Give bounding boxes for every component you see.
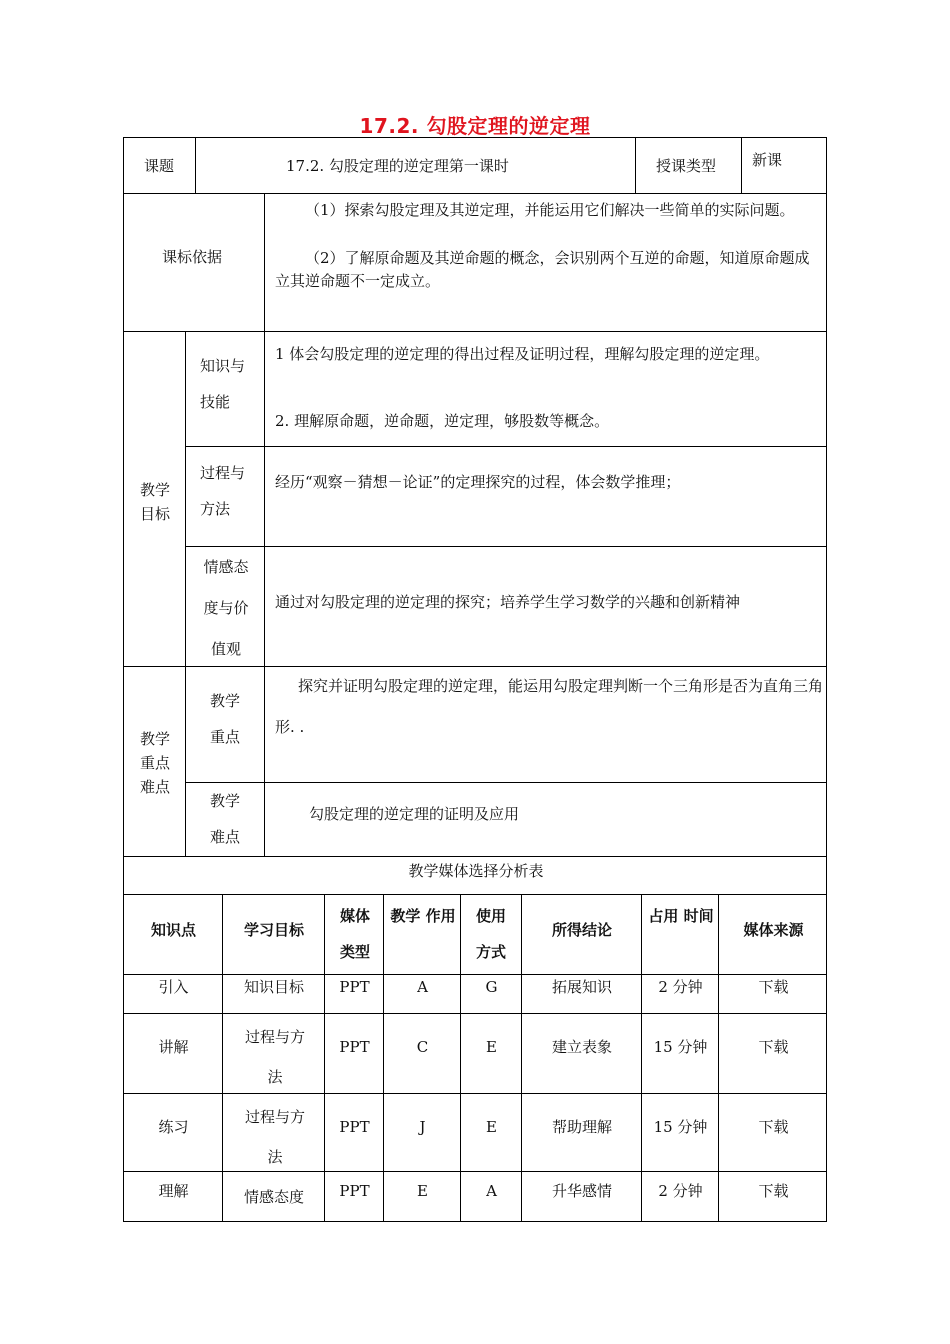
cell-text: J <box>419 1118 426 1136</box>
topic-label: 课题 <box>144 157 175 175</box>
table-cell <box>222 1013 324 1093</box>
process-text: 经历“观察－猜想－论证”的定理探究的过程，体会数学推理； <box>275 473 681 491</box>
type-label: 授课类型 <box>656 157 717 175</box>
media-header-cell <box>521 894 641 974</box>
table-cell <box>222 1093 324 1171</box>
focus-label-cell <box>123 666 185 856</box>
knowledge-label-cell <box>185 331 264 446</box>
type-value-cell <box>741 137 827 193</box>
media-header-text: 教学 作用 <box>390 907 456 925</box>
table-cell <box>718 1093 827 1171</box>
process-label-cell <box>185 446 264 546</box>
topic-label-cell <box>123 137 195 193</box>
table-cell <box>123 1013 222 1093</box>
table-cell <box>460 1013 521 1093</box>
media-header-text: 学习目标 <box>243 921 304 939</box>
cell-text: 2 分钟 <box>658 1182 703 1200</box>
media-table-title: 教学媒体选择分析表 <box>408 862 544 880</box>
media-header-cell <box>123 894 222 974</box>
cell-text: E <box>486 1038 497 1056</box>
media-header-cell <box>383 894 460 974</box>
cell-text: 建立表象 <box>551 1038 612 1056</box>
standards-label-cell <box>123 193 264 331</box>
key-text: 探究并证明勾股定理的逆定理，能运用勾股定理判断一个三角形是否为直角三角形. . <box>275 677 824 736</box>
table-cell <box>383 1171 460 1222</box>
cell-text: 帮助理解 <box>551 1118 612 1136</box>
standards-content-cell <box>264 193 827 331</box>
table-cell <box>383 1013 460 1093</box>
media-header-cell <box>460 894 521 974</box>
table-cell <box>383 974 460 1013</box>
table-cell <box>123 1171 222 1222</box>
document-title: 17.2. 勾股定理的逆定理 <box>359 114 591 138</box>
media-header-text: 所得结论 <box>551 921 612 939</box>
knowledge-content-cell <box>264 331 827 446</box>
table-cell <box>222 1171 324 1222</box>
knowledge-label: 知识与技能 <box>200 357 246 411</box>
standards-line1: （1）探索勾股定理及其逆定理，并能运用它们解决一些简单的实际问题。 <box>305 201 795 219</box>
cell-text: 下载 <box>758 1182 789 1200</box>
knowledge-line2: 2. 理解原命题，逆命题，逆定理，够股数等概念。 <box>275 412 610 430</box>
cell-text: E <box>486 1118 497 1136</box>
cell-text: 引入 <box>158 978 189 996</box>
cell-text: 15 分钟 <box>653 1038 708 1056</box>
difficult-label: 教学难点 <box>210 792 241 846</box>
difficult-text: 勾股定理的逆定理的证明及应用 <box>309 805 520 823</box>
media-header-text: 使用方式 <box>475 907 506 961</box>
cell-text: 下载 <box>758 1118 789 1136</box>
difficult-content-cell <box>264 782 827 856</box>
table-cell <box>521 974 641 1013</box>
type-value: 新课 <box>752 151 783 169</box>
cell-text: 15 分钟 <box>653 1118 708 1136</box>
media-header-cell <box>718 894 827 974</box>
table-cell <box>718 974 827 1013</box>
cell-text: 升华感情 <box>551 1182 612 1200</box>
process-content-cell <box>264 446 827 546</box>
difficult-label-cell <box>185 782 264 856</box>
key-label: 教学重点 <box>210 692 241 746</box>
cell-text: 拓展知识 <box>551 978 612 996</box>
cell-text: G <box>485 978 498 996</box>
table-cell <box>460 1093 521 1171</box>
cell-text: PPT <box>339 1118 370 1136</box>
standards-label: 课标依据 <box>162 248 223 266</box>
table-cell <box>718 1171 827 1222</box>
cell-text: 2 分钟 <box>658 978 703 996</box>
key-content-cell <box>264 666 827 782</box>
emotion-text: 通过对勾股定理的逆定理的探究；培养学生学习数学的兴趣和创新精神 <box>275 593 741 611</box>
goals-label-cell <box>123 331 185 666</box>
cell-text: PPT <box>339 1182 370 1200</box>
cell-text: A <box>417 978 428 996</box>
table-cell <box>641 974 718 1013</box>
focus-label: 教学重点难点 <box>139 730 170 796</box>
table-cell <box>324 974 383 1013</box>
cell-text: A <box>486 1182 497 1200</box>
table-cell <box>521 1013 641 1093</box>
cell-text: E <box>417 1182 428 1200</box>
media-header-text: 媒体来源 <box>743 921 804 939</box>
table-cell <box>641 1171 718 1222</box>
cell-text: PPT <box>339 978 370 996</box>
table-cell <box>641 1093 718 1171</box>
cell-text: 讲解 <box>158 1038 189 1056</box>
cell-text: 练习 <box>158 1118 189 1136</box>
table-cell <box>324 1093 383 1171</box>
emotion-label-cell <box>185 546 264 666</box>
process-label: 过程与方法 <box>200 464 246 518</box>
table-cell <box>718 1013 827 1093</box>
cell-text: PPT <box>339 1038 370 1056</box>
table-cell <box>641 1013 718 1093</box>
table-cell <box>521 1171 641 1222</box>
media-header-cell <box>641 894 718 974</box>
cell-text: 知识目标 <box>243 978 304 996</box>
cell-text: 过程与方法 <box>244 1028 305 1086</box>
table-cell <box>123 974 222 1013</box>
media-title-cell <box>123 856 827 894</box>
knowledge-line1: 1 体会勾股定理的逆定理的得出过程及证明过程，理解勾股定理的逆定理。 <box>275 345 770 363</box>
emotion-content-cell <box>264 546 827 666</box>
cell-text: C <box>416 1038 429 1056</box>
standards-line2: （2）了解原命题及其逆命题的概念，会识别两个互逆的命题，知道原命题成立其逆命题不一定成立。 <box>275 249 810 290</box>
media-header-cell <box>222 894 324 974</box>
table-cell <box>521 1093 641 1171</box>
table-cell <box>383 1093 460 1171</box>
cell-text: 理解 <box>158 1182 189 1200</box>
table-cell <box>324 1013 383 1093</box>
table-cell <box>460 974 521 1013</box>
media-header-text: 媒体类型 <box>339 907 370 961</box>
cell-text: 下载 <box>758 978 789 996</box>
table-cell <box>123 1093 222 1171</box>
goals-label: 教学目标 <box>139 481 170 523</box>
cell-text: 过程与方法 <box>244 1108 305 1166</box>
cell-text: 下载 <box>758 1038 789 1056</box>
key-label-cell <box>185 666 264 782</box>
media-header-cell <box>324 894 383 974</box>
table-cell <box>460 1171 521 1222</box>
media-header-text: 占用 时间 <box>648 907 714 925</box>
media-header-text: 知识点 <box>150 921 196 939</box>
cell-text: 情感态度 <box>243 1188 304 1206</box>
type-label-cell <box>635 137 741 193</box>
table-cell <box>324 1171 383 1222</box>
emotion-label: 情感态度与价值观 <box>203 558 249 658</box>
table-cell <box>222 974 324 1013</box>
topic-value: 17.2. 勾股定理的逆定理第一课时 <box>286 157 509 175</box>
topic-value-cell <box>195 137 635 193</box>
